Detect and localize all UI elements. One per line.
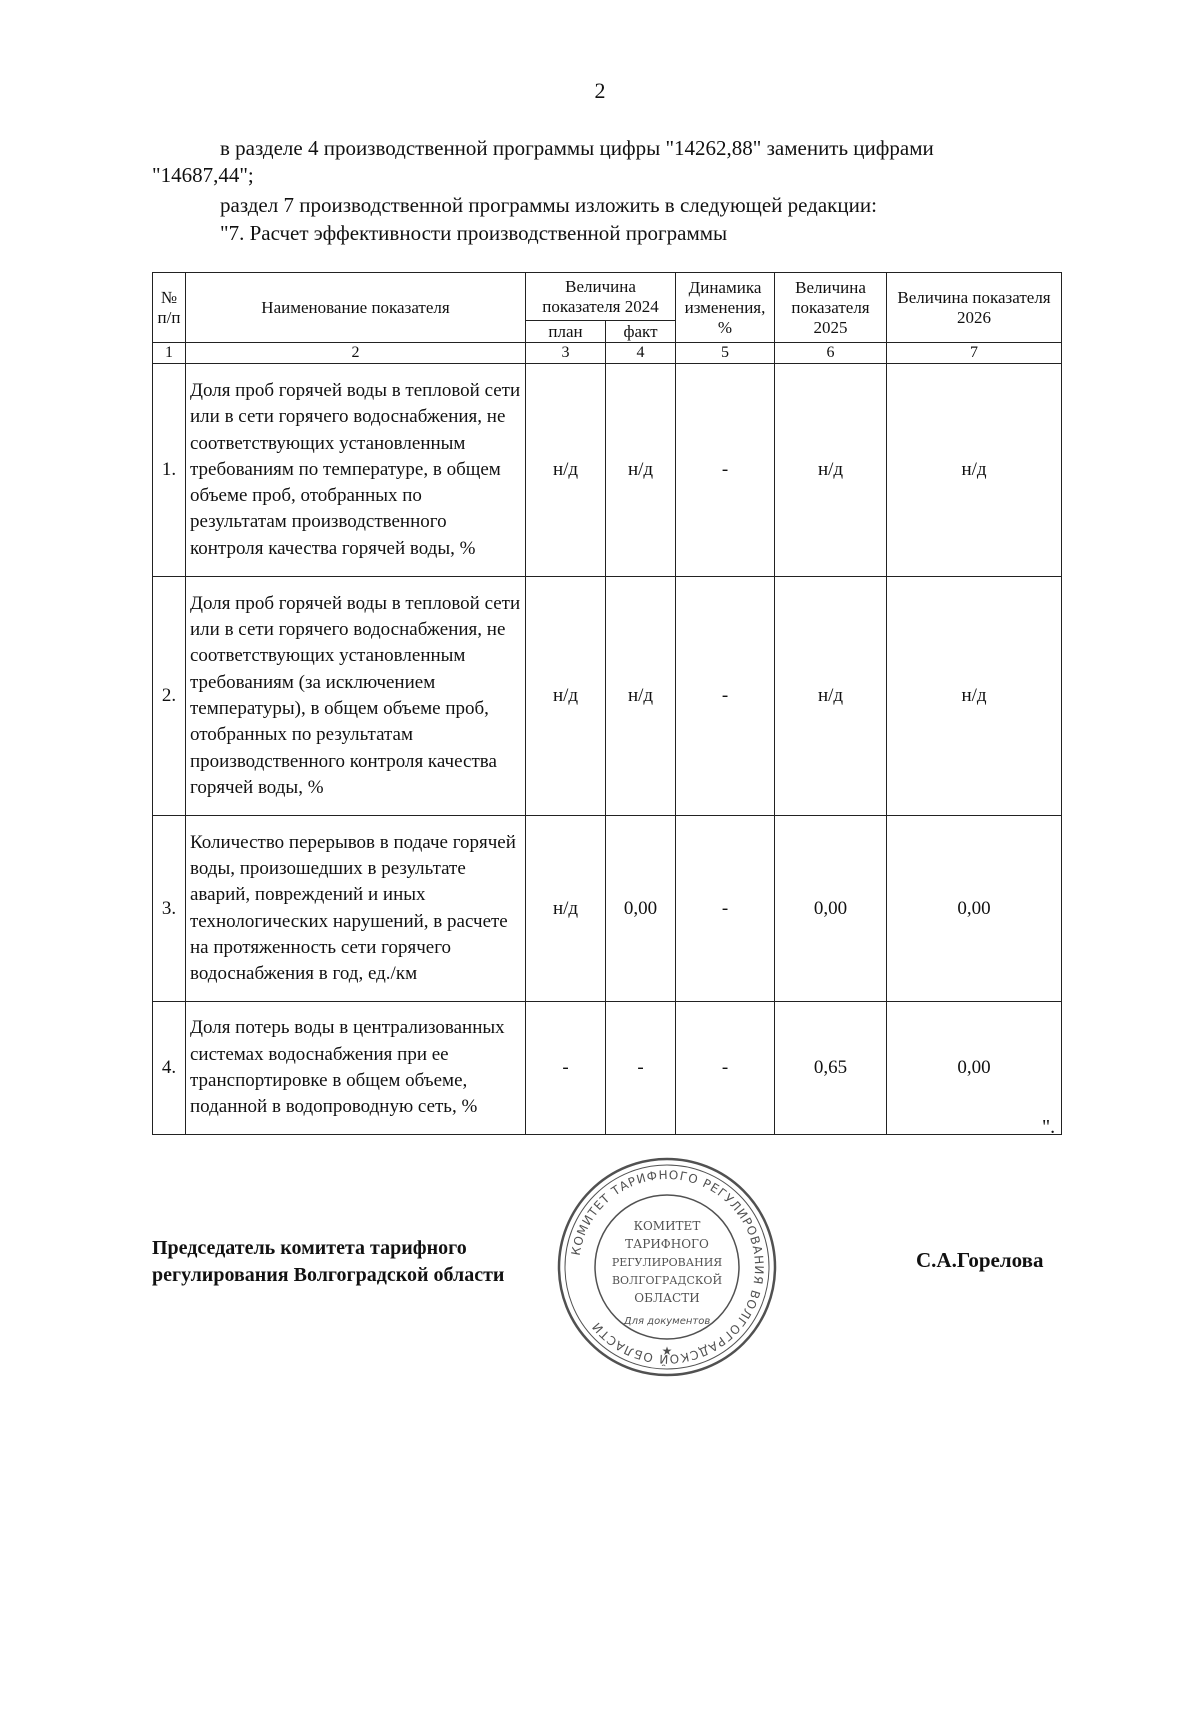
stamp-line: РЕГУЛИРОВАНИЯ <box>611 1256 723 1269</box>
column-number: 3 <box>526 343 606 364</box>
indicator-name: Доля проб горячей воды в тепловой сети или в сети горячего водоснабжения, не соответствующих установленным требованиям по температуре, в общем объеме проб, отобранных по результатам производственного контроля качества горячей воды, % <box>186 364 526 577</box>
column-number: 5 <box>676 343 775 364</box>
value-2025: 0,00 <box>775 816 887 1002</box>
header-value-2024: Величина показателя 2024 <box>526 273 676 321</box>
page-number: 2 <box>594 78 606 103</box>
dynamics-value: - <box>676 364 775 577</box>
indicator-name: Количество перерывов в подаче горячей воды, произошедших в результате аварий, повреждений и иных технологических нарушений, в расчете на протяженность сети горячего водоснабжения в год, ед./км <box>186 816 526 1002</box>
row-number: 4. <box>153 1002 186 1135</box>
plan-2024-value: н/д <box>526 364 606 577</box>
signer-title-line-1: Председатель комитета тарифного <box>152 1237 467 1259</box>
signer-name: С.А.Горелова <box>916 1248 1044 1272</box>
indicator-name: Доля потерь воды в централизованных системах водоснабжения при ее транспортировке в общем объеме, поданной в водопроводную сеть, % <box>186 1002 526 1135</box>
dynamics-value: - <box>676 577 775 816</box>
column-number: 1 <box>153 343 186 364</box>
header-value-2025: Величина показателя 2025 <box>775 273 887 343</box>
stamp-star-icon: ★ <box>661 1344 673 1358</box>
signer-title-line-2: регулирования Волгоградской области <box>152 1264 505 1286</box>
column-number: 2 <box>186 343 526 364</box>
row-number: 3. <box>153 816 186 1002</box>
stamp-bottom-text: Для документов <box>623 1316 711 1327</box>
fact-2024-value: 0,00 <box>606 816 676 1002</box>
dynamics-value: - <box>676 1002 775 1135</box>
intro-line-1: в разделе 4 производственной программы цифры "14262,88" заменить цифрами <box>220 136 934 160</box>
intro-line-1-continued: "14687,44"; <box>152 163 254 187</box>
table-row <box>153 577 1062 816</box>
header-value-2026: Величина показателя 2026 <box>887 273 1062 343</box>
closing-quote: ". <box>1042 1116 1056 1138</box>
stamp-line: ТАРИФНОГО <box>625 1237 709 1251</box>
fact-2024-value: н/д <box>606 577 676 816</box>
row-number: 2. <box>153 577 186 816</box>
table-row <box>153 816 1062 1002</box>
dynamics-value: - <box>676 816 775 1002</box>
stamp-line: КОМИТЕТ <box>633 1219 701 1233</box>
column-number: 7 <box>887 343 1062 364</box>
table-row <box>153 364 1062 577</box>
stamp-ring-text: КОМИТЕТ ТАРИФНОГО РЕГУЛИРОВАНИЯ ВОЛГОГРАДСКОЙ ОБЛАСТИ <box>568 1167 767 1367</box>
value-2026: н/д <box>887 577 1062 816</box>
stamp-line: ВОЛГОГРАДСКОЙ <box>611 1274 723 1287</box>
value-2025: н/д <box>775 364 887 577</box>
indicators-table <box>152 272 1062 1135</box>
column-number: 4 <box>606 343 676 364</box>
official-stamp <box>552 1152 782 1382</box>
value-2025: н/д <box>775 577 887 816</box>
header-number: № п/п <box>153 273 186 343</box>
fact-2024-value: н/д <box>606 364 676 577</box>
table-row <box>153 1002 1062 1135</box>
value-2026: 0,00 <box>887 816 1062 1002</box>
value-2026: н/д <box>887 364 1062 577</box>
header-dynamics: Динамика изменения, % <box>676 273 775 343</box>
header-fact: факт <box>606 321 676 343</box>
plan-2024-value: н/д <box>526 577 606 816</box>
value-2025: 0,65 <box>775 1002 887 1135</box>
row-number: 1. <box>153 364 186 577</box>
header-plan: план <box>526 321 606 343</box>
plan-2024-value: - <box>526 1002 606 1135</box>
intro-line-2: раздел 7 производственной программы изложить в следующей редакции: <box>220 193 877 217</box>
indicator-name: Доля проб горячей воды в тепловой сети или в сети горячего водоснабжения, не соответствующих установленным требованиям (за исключением температуры), в общем объеме проб, отобранных по результатам производственного контроля качества горячей воды, % <box>186 577 526 816</box>
plan-2024-value: н/д <box>526 816 606 1002</box>
column-number: 6 <box>775 343 887 364</box>
signer-title <box>152 1235 504 1289</box>
value-2026: 0,00 <box>887 1002 1062 1135</box>
section-title: "7. Расчет эффективности производственной программы <box>220 221 728 245</box>
stamp-line: ОБЛАСТИ <box>634 1291 700 1305</box>
header-indicator-name: Наименование показателя <box>186 273 526 343</box>
fact-2024-value: - <box>606 1002 676 1135</box>
